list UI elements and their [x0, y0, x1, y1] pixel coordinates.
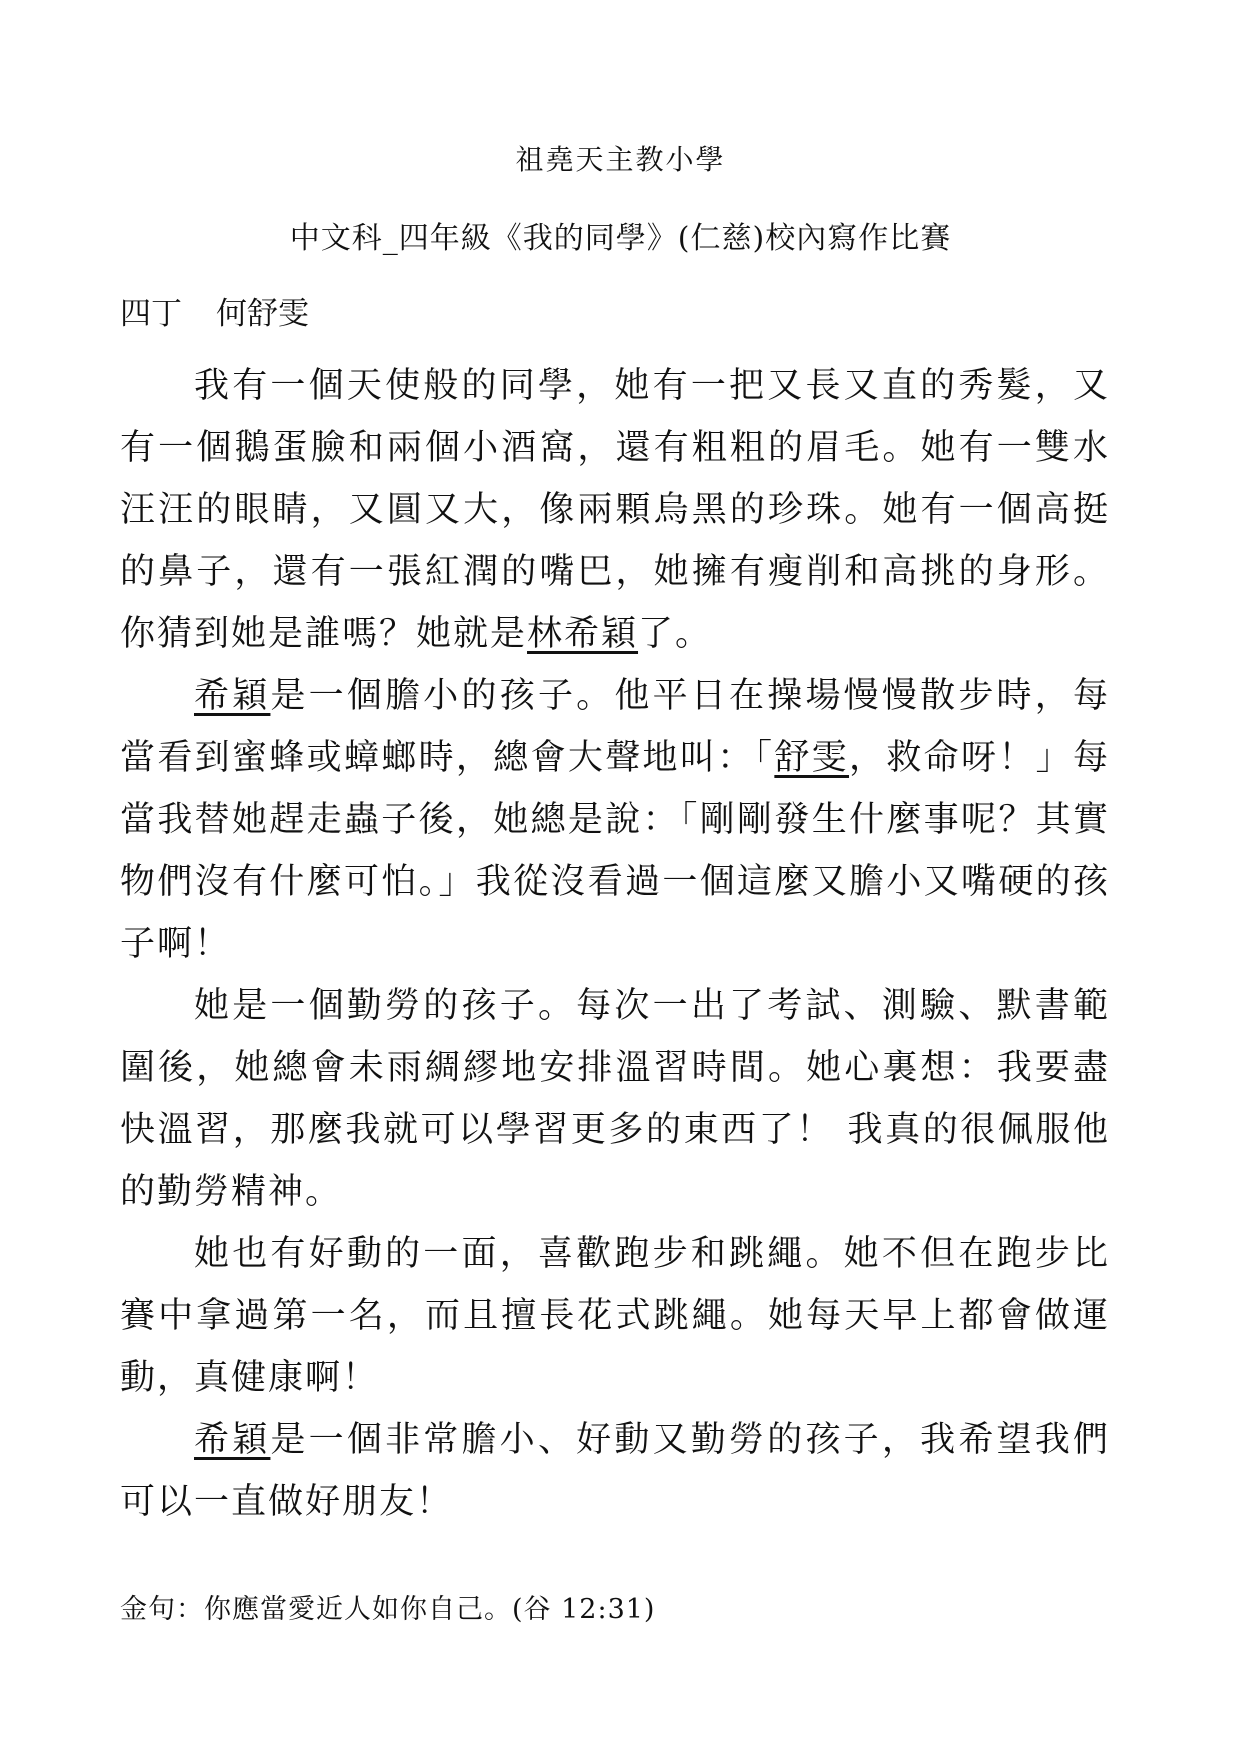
- underlined-name: 希穎: [194, 676, 271, 716]
- paragraph-text: 是一個膽小的孩子。他平日在操場慢慢散步時，每當看到蜜蜂或蟑螂時，總會大聲地叫：「: [120, 676, 1110, 778]
- paragraph-text: 我有一個天使般的同學，她有一把又長又直的秀髮，又有一個鵝蛋臉和兩個小酒窩，還有粗粗的眉毛。她有一雙水汪汪的眼睛，又圓又大，像兩顆烏黑的珍珠。她有一個高挺的鼻子，還有一張紅潤的嘴巴，她擁有瘦削和高挑的身形。你猜到她是誰嗎？她就是: [120, 366, 1110, 654]
- author-class: 四丁: [120, 296, 182, 332]
- paragraph-text: ，救命呀！」每當我替她趕走蟲子後，她總是說：「剛剛發生什麼事呢？其實物們沒有什麼可怕。」我從沒看過一個這麼又膽小又嘴硬的孩子啊！: [120, 738, 1110, 964]
- paragraph-text: 是一個非常膽小、好動又勤勞的孩子，我希望我們可以一直做好朋友！: [120, 1420, 1110, 1522]
- author-line: [120, 288, 309, 333]
- essay-paragraph-2: [120, 665, 1110, 975]
- underlined-name: 舒雯: [774, 738, 850, 778]
- contest-title: 中文科_四年級《我的同學》(仁慈)校內寫作比賽: [289, 221, 952, 256]
- essay-body: [120, 355, 1110, 1533]
- underlined-name: 林希穎: [527, 614, 639, 654]
- golden-quote: 金句：你應當愛近人如你自己。(谷 12:31): [120, 1594, 656, 1625]
- essay-paragraph-5: [120, 1409, 1110, 1533]
- underlined-name: 希穎: [194, 1420, 271, 1460]
- school-name: 祖堯天主教小學: [515, 143, 726, 176]
- essay-paragraph-4: 她也有好動的一面，喜歡跑步和跳繩。她不但在跑步比賽中拿過第一名，而且擅長花式跳繩。她每天早上都會做運動，真健康啊！: [120, 1234, 1110, 1398]
- paragraph-text: 了。: [638, 614, 713, 654]
- author-name: 何舒雯: [216, 296, 309, 332]
- essay-paragraph-3: 她是一個勤勞的孩子。每次一出了考試、測驗、默書範圍後，她總會未雨綢繆地安排溫習時間。她心裏想：我要盡快溫習，那麼我就可以學習更多的東西了！ 我真的很佩服他的勤勞精神。: [120, 986, 1110, 1212]
- essay-paragraph-1: [120, 355, 1110, 665]
